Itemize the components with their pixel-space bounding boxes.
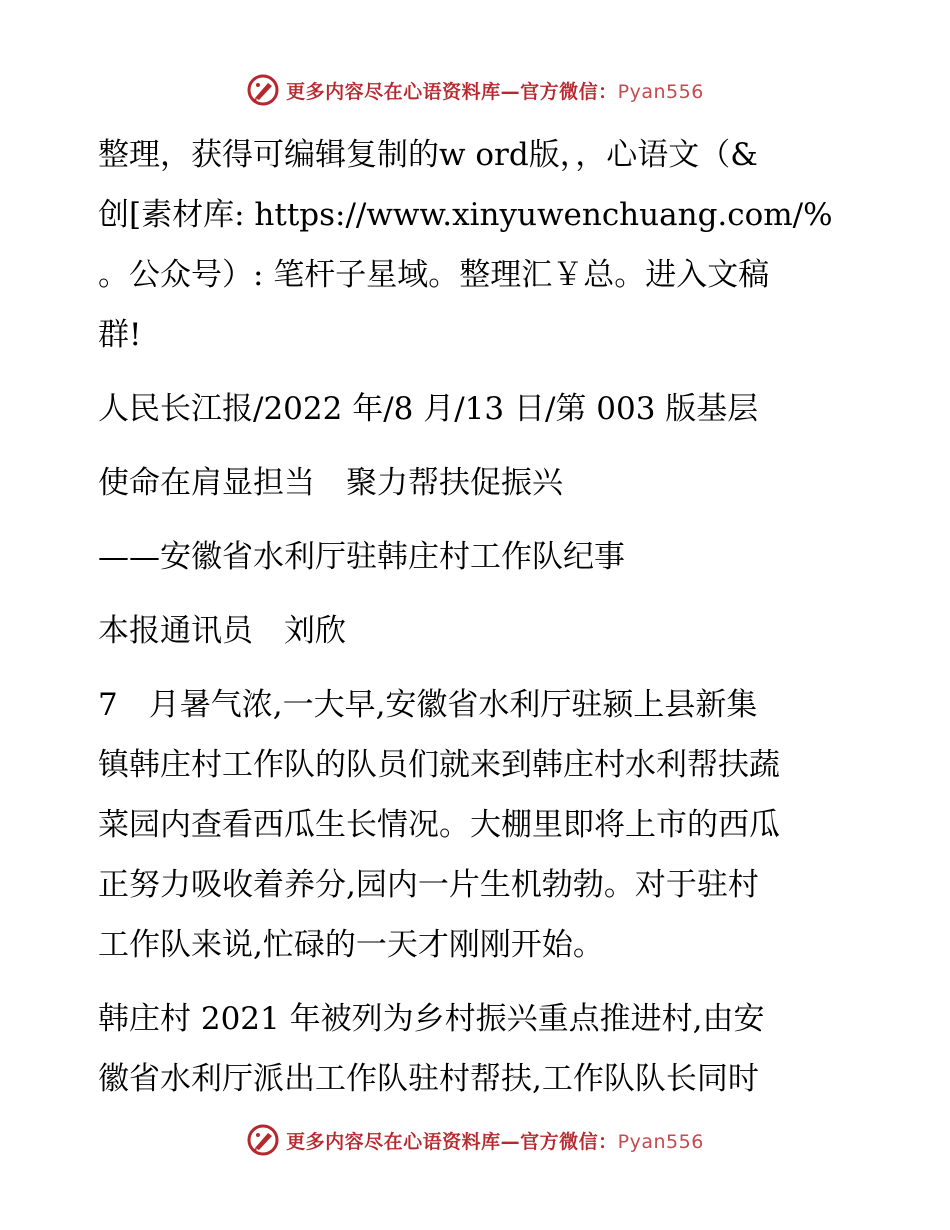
header-banner-id: Pyan556 — [617, 80, 704, 103]
intro-line: 整理，获得可编辑复制的w ord版，，心语文（& — [98, 137, 758, 173]
paragraph-line: 徽省水利厅派出工作队驻村帮扶,工作队队长同时 — [98, 1061, 759, 1097]
source-line: 人民长江报/2022 年/8 月/13 日/第 003 版基层 — [98, 391, 759, 427]
paragraph-line: 韩庄村 2021 年被列为乡村振兴重点推进村,由安 — [98, 1001, 765, 1037]
paragraph-line: 正努力吸收着养分,园内一片生机勃勃。对于驻村 — [98, 867, 759, 903]
header-banner — [0, 70, 950, 110]
pen-logo-icon — [246, 73, 280, 107]
pen-logo-icon — [246, 1123, 280, 1157]
article-subtitle: ——安徽省水利厅驻韩庄村工作队纪事 — [98, 539, 625, 575]
footer-banner-text: 更多内容尽在心语资料库—官方微信： — [286, 1130, 618, 1153]
article-title: 使命在肩显担当 聚力帮扶促振兴 — [98, 465, 563, 501]
intro-line: 群! — [98, 317, 142, 353]
intro-line: 创[素材库: https://www.xinyuwenchuang.com/% — [98, 197, 833, 233]
body-paragraph-1 — [98, 675, 858, 975]
header-banner-text: 更多内容尽在心语资料库—官方微信： — [286, 80, 618, 103]
paragraph-line: 菜园内查看西瓜生长情况。大棚里即将上市的西瓜 — [98, 807, 780, 843]
document-body — [98, 125, 858, 1123]
footer-banner-id: Pyan556 — [617, 1130, 704, 1153]
body-paragraph-2 — [98, 989, 858, 1109]
footer-banner — [0, 1120, 950, 1160]
paragraph-line: 工作队来说,忙碌的一天才刚刚开始。 — [98, 927, 604, 963]
byline: 本报通讯员 刘欣 — [98, 613, 346, 649]
intro-paragraph — [98, 125, 858, 365]
intro-line: 。公众号）: 笔杆子星域。整理汇￥总。进入文稿 — [98, 257, 770, 293]
paragraph-line: 镇韩庄村工作队的队员们就来到韩庄村水利帮扶蔬 — [98, 747, 780, 783]
paragraph-line: 7 月暑气浓,一大早,安徽省水利厅驻颍上县新集 — [98, 687, 758, 723]
